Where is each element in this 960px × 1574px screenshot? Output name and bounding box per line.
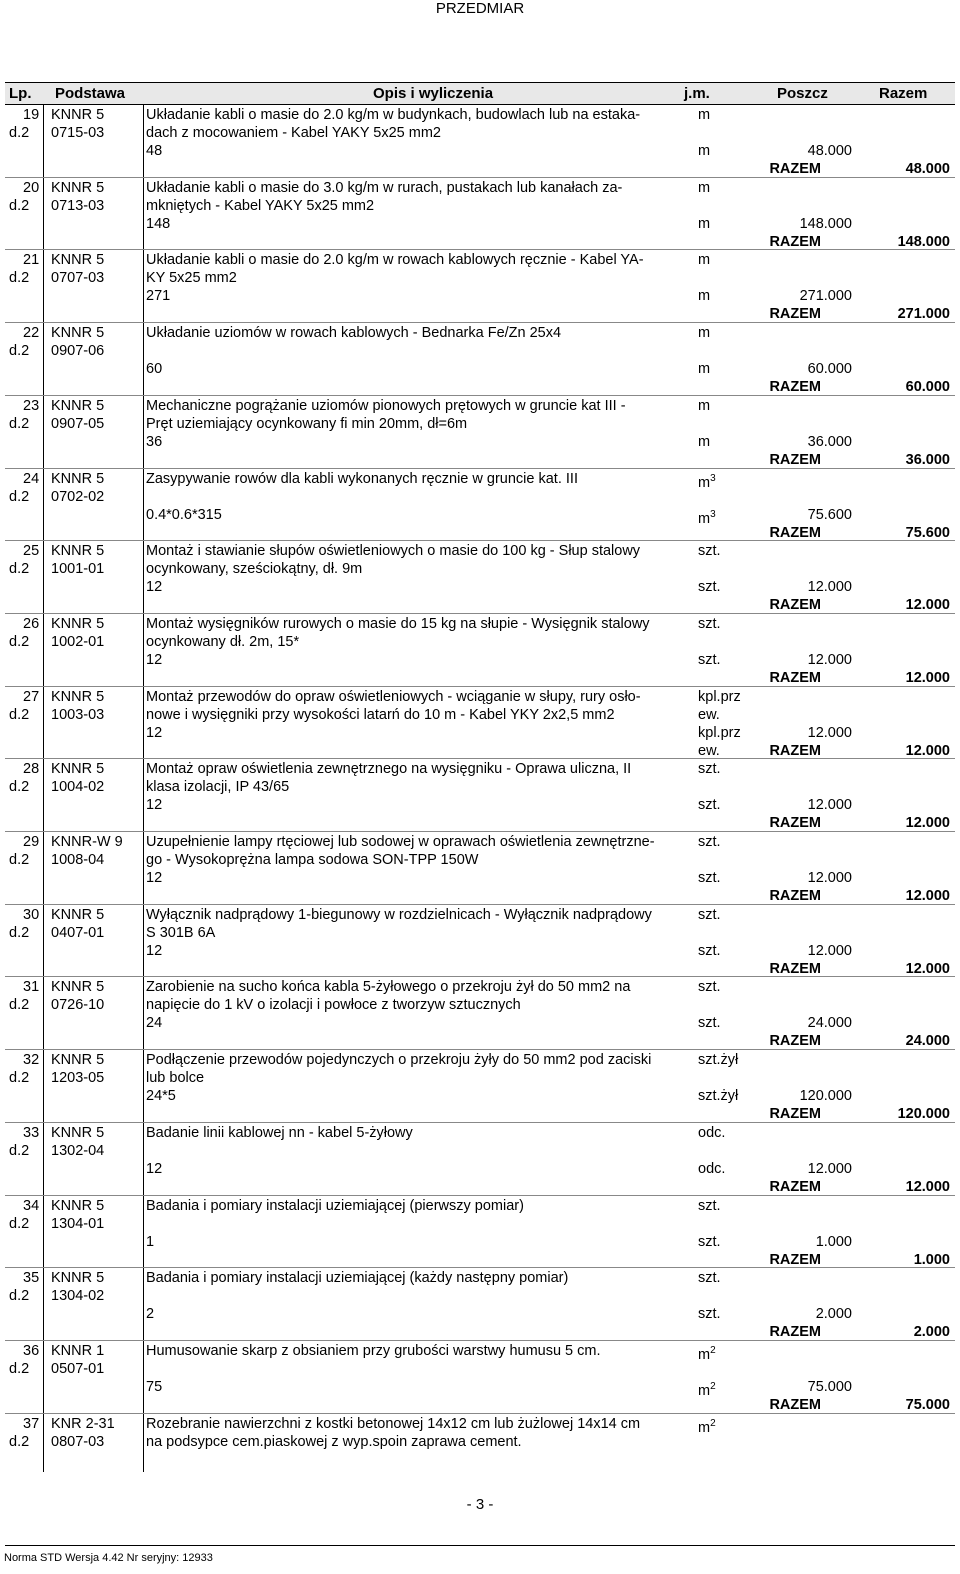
row-partial-value: 271.000 <box>799 288 852 305</box>
row-calculation: 24 <box>146 1015 163 1032</box>
row-number: 34 <box>23 1197 40 1214</box>
row-basis-catalog: KNNR 5 <box>51 107 105 123</box>
header-lp: Lp. <box>9 85 32 102</box>
row-total-label: RAZEM <box>769 1251 821 1268</box>
row-calc-unit: m <box>698 433 711 450</box>
row-description-line1: Wyłącznik nadprądowy 1-biegunowy w rozdzielnicach - Wyłącznik nadprądowy <box>146 906 652 923</box>
row-unit: szt. <box>698 761 721 778</box>
row-partial-value: 75.600 <box>807 506 852 523</box>
row-description-line1: Montaż opraw oświetlenia zewnętrznego na wysięgniku - Oprawa uliczna, II <box>146 761 632 778</box>
table-row <box>5 1342 955 1415</box>
row-number: 31 <box>23 979 40 996</box>
row-description-line2: KY 5x25 mm2 <box>146 270 237 287</box>
row-total-label: RAZEM <box>769 1396 821 1413</box>
row-description-line2: lub bolce <box>146 1070 205 1087</box>
row-calculation: 271 <box>146 288 171 305</box>
row-description-line2: na podsypce cem.piaskowej z wyp.spoin zaprawa cement. <box>146 1433 522 1450</box>
row-separator <box>5 1340 955 1341</box>
row-description-line2: mkniętych - Kabel YAKY 5x25 mm2 <box>146 197 375 214</box>
row-partial-value: 12.000 <box>807 1160 852 1177</box>
row-separator <box>5 976 955 977</box>
row-description-line1: Mechaniczne pogrążanie uziomów pionowych prętowych w gruncie kat III - <box>146 397 626 414</box>
row-total-label: RAZEM <box>769 524 821 541</box>
table-row <box>5 978 955 1051</box>
row-description-line1: Montaż wysięgników rurowych o masie do 15 kg na słupie - Wysięgnik stalowy <box>146 615 650 632</box>
row-basis-section: d.2 <box>9 706 30 723</box>
row-separator <box>5 904 955 905</box>
row-description-line1: Zasypywanie rowów dla kabli wykonanych ręcznie w gruncie kat. III <box>146 470 578 487</box>
row-description-line2: napięcie do 1 kV o izolacji i powłoce z tworzyw sztucznych <box>146 997 521 1014</box>
row-calculation: 12 <box>146 579 163 596</box>
row-basis-code: 1001-01 <box>51 561 105 578</box>
row-unit: szt. <box>698 979 721 996</box>
row-basis-section: d.2 <box>9 1288 30 1305</box>
row-calculation: 148 <box>146 215 171 232</box>
row-description-line1: Badania i pomiary instalacji uziemiającej (pierwszy pomiar) <box>146 1197 524 1214</box>
row-basis-catalog: KNNR 5 <box>51 979 105 996</box>
row-unit: m <box>698 252 711 269</box>
row-separator <box>5 686 955 687</box>
row-total-label: RAZEM <box>769 669 821 686</box>
row-description-line1: Układanie kabli o masie do 3.0 kg/m w rurach, pustakach lub kanałach za- <box>146 179 623 196</box>
row-calculation: 12 <box>146 1160 163 1177</box>
row-description-line1: Podłączenie przewodów pojedynczych o przekroju żyły do 50 mm2 pod zaciski <box>146 1052 652 1069</box>
header-razem: Razem <box>879 85 928 102</box>
row-unit: szt. <box>698 615 721 632</box>
row-basis-section: d.2 <box>9 270 30 287</box>
row-description-line1: Układanie uziomów w rowach kablowych - Bednarka Fe/Zn 25x4 <box>146 325 562 342</box>
row-number: 21 <box>23 252 40 269</box>
row-partial-value: 12.000 <box>807 579 852 596</box>
row-total-value: 12.000 <box>905 669 950 686</box>
row-calculation: 24*5 <box>146 1088 176 1105</box>
row-basis-catalog: KNNR 5 <box>51 397 105 414</box>
row-basis-code: 0715-03 <box>51 125 105 141</box>
row-separator <box>5 468 955 469</box>
row-number: 20 <box>23 179 40 196</box>
row-unit: m <box>698 397 711 414</box>
row-basis-catalog: KNNR 5 <box>51 179 105 196</box>
row-basis-code: 1304-01 <box>51 1215 105 1232</box>
row-basis-code: 0907-05 <box>51 415 105 432</box>
row-number: 35 <box>23 1270 40 1287</box>
row-basis-catalog: KNR 2-31 <box>51 1415 115 1432</box>
row-description-line1: Badanie linii kablowej nn - kabel 5-żyłowy <box>146 1124 413 1141</box>
row-basis-section: d.2 <box>9 997 30 1014</box>
row-calc-unit: szt.żył <box>698 1088 739 1105</box>
table-row <box>5 1124 955 1197</box>
row-calculation: 2 <box>146 1306 155 1323</box>
table-row <box>5 179 955 252</box>
row-basis-catalog: KNNR 5 <box>51 615 105 632</box>
row-total-value: 2.000 <box>913 1324 950 1341</box>
row-description-line2: go - Wysokoprężna lampa sodowa SON-TPP 150W <box>146 852 479 868</box>
row-basis-code: 1004-02 <box>51 779 105 796</box>
row-partial-value: 120.000 <box>799 1088 852 1105</box>
row-separator <box>5 1049 955 1050</box>
row-basis-code: 0726-10 <box>51 997 105 1014</box>
header-opis: Opis i wyliczenia <box>373 85 494 102</box>
row-basis-code: 0907-06 <box>51 343 105 360</box>
document-title: PRZEDMIAR <box>435 0 525 17</box>
row-unit: szt. <box>698 906 721 923</box>
row-total-label: RAZEM <box>769 742 821 759</box>
row-separator <box>5 831 955 832</box>
row-basis-catalog: KNNR 5 <box>51 543 105 560</box>
row-number: 32 <box>23 1052 40 1069</box>
row-calc-unit: szt. <box>698 1233 721 1250</box>
row-total-label: RAZEM <box>769 451 821 468</box>
row-calculation: 12 <box>146 797 163 814</box>
row-calculation: 48 <box>146 143 163 159</box>
row-unit: m <box>698 107 711 123</box>
row-basis-code: 0707-03 <box>51 270 105 287</box>
row-calc-unit: szt. <box>698 870 721 886</box>
row-total-label: RAZEM <box>769 1178 821 1195</box>
row-basis-catalog: KNNR 5 <box>51 470 105 487</box>
row-calc-unit: szt. <box>698 651 721 668</box>
row-separator <box>5 249 955 250</box>
row-partial-value: 24.000 <box>807 1015 852 1032</box>
row-calc-unit: szt. <box>698 942 721 959</box>
row-separator <box>5 177 955 178</box>
row-basis-section: d.2 <box>9 633 30 650</box>
row-separator <box>5 758 955 759</box>
table-row <box>5 760 955 833</box>
row-total-value: 12.000 <box>905 1178 950 1195</box>
row-calculation: 1 <box>146 1233 155 1250</box>
row-total-value: 271.000 <box>897 306 950 323</box>
row-unit: $m^3$ <box>698 472 716 491</box>
table-row <box>5 470 955 543</box>
table-row <box>5 397 955 470</box>
row-partial-value: 48.000 <box>807 143 852 159</box>
table-header <box>5 82 955 105</box>
row-basis-section: d.2 <box>9 488 30 505</box>
row-unit: m <box>698 179 711 196</box>
row-unit: szt. <box>698 1197 721 1214</box>
row-calc-unit: m <box>698 143 711 159</box>
row-unit-line2: ew. <box>698 706 720 723</box>
row-separator <box>5 1413 955 1414</box>
row-basis-section: d.2 <box>9 779 30 796</box>
row-basis-section: d.2 <box>9 561 30 578</box>
row-total-label: RAZEM <box>769 1033 821 1050</box>
row-calculation: 60 <box>146 361 163 378</box>
row-description-line1: Zarobienie na sucho końca kabla 5-żyłowego o przekroju żył do 50 mm2 na <box>146 979 631 996</box>
table-row <box>5 688 955 761</box>
row-description-line1: Montaż przewodów do opraw oświetleniowych - wciąganie w słupy, rury osło- <box>146 688 641 705</box>
row-partial-value: 12.000 <box>807 870 852 886</box>
row-calculation: 12 <box>146 724 163 741</box>
row-calc-unit: szt. <box>698 1306 721 1323</box>
row-basis-catalog: KNNR 5 <box>51 1124 105 1141</box>
row-partial-value: 75.000 <box>807 1378 852 1395</box>
row-total-value: 12.000 <box>905 742 950 759</box>
row-total-value: 48.000 <box>905 161 950 177</box>
header-poszcz: Poszcz <box>777 85 828 102</box>
row-basis-code: 1304-02 <box>51 1288 105 1305</box>
row-basis-catalog: KNNR 5 <box>51 761 105 778</box>
row-number: 37 <box>23 1415 40 1432</box>
row-number: 22 <box>23 325 40 342</box>
row-description-line2: ocynkowany, sześciokątny, dł. 9m <box>146 561 363 578</box>
table-row <box>5 1197 955 1270</box>
row-description-line1: Rozebranie nawierzchni z kostki betonowej 14x12 cm lub żużlowej 14x14 cm <box>146 1415 641 1432</box>
row-basis-section: d.2 <box>9 343 30 360</box>
row-total-label: RAZEM <box>769 888 821 904</box>
row-number: 26 <box>23 615 40 632</box>
row-total-value: 120.000 <box>897 1106 950 1123</box>
table-row <box>5 833 955 906</box>
row-total-label: RAZEM <box>769 1324 821 1341</box>
row-unit: szt. <box>698 543 721 560</box>
row-basis-section: d.2 <box>9 1433 30 1450</box>
row-total-label: RAZEM <box>769 1106 821 1123</box>
row-basis-code: 1302-04 <box>51 1142 105 1159</box>
row-description-line2: klasa izolacji, IP 43/65 <box>146 779 290 796</box>
row-calculation: 12 <box>146 651 163 668</box>
row-calc-unit: $m^2$ <box>698 1380 716 1399</box>
row-basis-code: 1003-03 <box>51 706 105 723</box>
row-basis-section: d.2 <box>9 924 30 941</box>
row-basis-code: 0407-01 <box>51 924 105 941</box>
table-row <box>5 542 955 615</box>
row-calculation: 0.4*0.6*315 <box>146 506 222 523</box>
table-row <box>5 1051 955 1124</box>
row-calc-unit-line2: ew. <box>698 742 720 759</box>
row-number: 25 <box>23 543 40 560</box>
row-unit: $m^2$ <box>698 1417 716 1436</box>
row-separator <box>5 1267 955 1268</box>
row-number: 29 <box>23 834 40 850</box>
row-basis-code: 0702-02 <box>51 488 105 505</box>
row-total-label: RAZEM <box>769 233 821 250</box>
row-number: 36 <box>23 1342 40 1359</box>
row-basis-catalog: KNNR-W 9 <box>51 834 123 850</box>
table-row <box>5 106 955 179</box>
row-calc-unit: m <box>698 288 711 305</box>
row-number: 30 <box>23 906 40 923</box>
row-basis-section: d.2 <box>9 415 30 432</box>
row-basis-code: 0507-01 <box>51 1360 105 1377</box>
row-basis-section: d.2 <box>9 197 30 214</box>
row-calc-unit: szt. <box>698 1015 721 1032</box>
row-total-value: 1.000 <box>913 1251 950 1268</box>
row-number: 27 <box>23 688 40 705</box>
row-separator <box>5 1122 955 1123</box>
table-row <box>5 251 955 324</box>
row-description-line2: nowe i wysięgniki przy wysokości latarń do 10 m - Kabel YKY 2x2,5 mm2 <box>146 706 615 723</box>
row-calc-unit: odc. <box>698 1160 726 1177</box>
row-basis-code: 1002-01 <box>51 633 105 650</box>
row-calc-unit: szt. <box>698 579 721 596</box>
row-basis-catalog: KNNR 5 <box>51 1052 105 1069</box>
row-partial-value: 12.000 <box>807 651 852 668</box>
row-basis-section: d.2 <box>9 125 30 141</box>
row-basis-catalog: KNNR 5 <box>51 906 105 923</box>
row-number: 28 <box>23 761 40 778</box>
row-total-value: 60.000 <box>905 379 950 396</box>
row-unit: szt. <box>698 834 721 850</box>
row-total-label: RAZEM <box>769 379 821 396</box>
row-basis-section: d.2 <box>9 1142 30 1159</box>
footer-software-info: Norma STD Wersja 4.42 Nr seryjny: 12933 <box>4 1552 213 1564</box>
row-calc-unit: szt. <box>698 797 721 814</box>
row-basis-section: d.2 <box>9 1360 30 1377</box>
row-description-line1: Układanie kabli o masie do 2.0 kg/m w budynkach, budowlach lub na estaka- <box>146 107 641 123</box>
row-description-line1: Humusowanie skarp z obsianiem przy grubości warstwy humusu 5 cm. <box>146 1342 601 1359</box>
row-description-line1: Układanie kabli o masie do 2.0 kg/m w rowach kablowych ręcznie - Kabel YA- <box>146 252 644 269</box>
row-total-value: 12.000 <box>905 815 950 832</box>
row-total-value: 12.000 <box>905 960 950 977</box>
row-total-label: RAZEM <box>769 960 821 977</box>
table-row <box>5 615 955 688</box>
row-calc-unit: kpl.prz <box>698 724 741 741</box>
row-total-label: RAZEM <box>769 161 821 177</box>
row-basis-section: d.2 <box>9 1070 30 1087</box>
row-partial-value: 12.000 <box>807 942 852 959</box>
row-number: 24 <box>23 470 40 487</box>
table-row <box>5 324 955 397</box>
table-row <box>5 906 955 979</box>
row-unit: odc. <box>698 1124 726 1141</box>
row-number: 33 <box>23 1124 40 1141</box>
row-total-value: 12.000 <box>905 888 950 904</box>
row-unit: m <box>698 325 711 342</box>
row-calc-unit: $m^3$ <box>698 508 716 527</box>
row-calculation: 12 <box>146 942 163 959</box>
row-total-value: 36.000 <box>905 451 950 468</box>
row-basis-section: d.2 <box>9 1215 30 1232</box>
row-description-line2: ocynkowany dł. 2m, 15* <box>146 633 300 650</box>
row-calculation: 36 <box>146 433 163 450</box>
row-description-line2: Pręt uziemiający ocynkowany fi min 20mm, dł=6m <box>146 415 468 432</box>
row-basis-section: d.2 <box>9 852 30 868</box>
row-total-value: 75.600 <box>905 524 950 541</box>
row-unit: kpl.prz <box>698 688 741 705</box>
row-separator <box>5 613 955 614</box>
table-row <box>5 1415 955 1488</box>
row-unit: szt.żył <box>698 1052 739 1069</box>
row-number: 23 <box>23 397 40 414</box>
header-jm: j.m. <box>684 85 710 102</box>
row-basis-catalog: KNNR 5 <box>51 688 105 705</box>
row-basis-catalog: KNNR 5 <box>51 1197 105 1214</box>
row-partial-value: 12.000 <box>807 797 852 814</box>
row-calc-unit: m <box>698 361 711 378</box>
row-basis-catalog: KNNR 5 <box>51 325 105 342</box>
row-total-label: RAZEM <box>769 306 821 323</box>
row-partial-value: 12.000 <box>807 724 852 741</box>
row-basis-code: 1008-04 <box>51 852 105 868</box>
row-description-line1: Uzupełnienie lampy rtęciowej lub sodowej w oprawach oświetlenia zewnętrzne- <box>146 834 655 850</box>
header-podstawa: Podstawa <box>55 85 126 102</box>
row-basis-catalog: KNNR 1 <box>51 1342 105 1359</box>
row-total-label: RAZEM <box>769 597 821 614</box>
row-partial-value: 60.000 <box>807 361 852 378</box>
row-partial-value: 148.000 <box>799 215 852 232</box>
row-separator <box>5 1195 955 1196</box>
row-unit: szt. <box>698 1270 721 1287</box>
row-partial-value: 1.000 <box>815 1233 852 1250</box>
row-description-line1: Montaż i stawianie słupów oświetleniowych o masie do 100 kg - Słup stalowy <box>146 543 641 560</box>
row-calc-unit: m <box>698 215 711 232</box>
row-basis-catalog: KNNR 5 <box>51 252 105 269</box>
row-total-label: RAZEM <box>769 815 821 832</box>
row-basis-code: 1203-05 <box>51 1070 105 1087</box>
row-total-value: 12.000 <box>905 597 950 614</box>
row-separator <box>5 322 955 323</box>
row-total-value: 148.000 <box>897 233 950 250</box>
footer-divider <box>5 1545 955 1546</box>
row-description-line2: S 301B 6A <box>146 924 216 941</box>
row-separator <box>5 540 955 541</box>
row-separator <box>5 395 955 396</box>
row-calculation: 75 <box>146 1378 163 1395</box>
row-unit: $m^2$ <box>698 1344 716 1363</box>
row-partial-value: 2.000 <box>815 1306 852 1323</box>
row-total-value: 24.000 <box>905 1033 950 1050</box>
table-row <box>5 1269 955 1342</box>
row-number: 19 <box>23 107 40 123</box>
row-basis-code: 0807-03 <box>51 1433 105 1450</box>
row-description-line2: dach z mocowaniem - Kabel YAKY 5x25 mm2 <box>146 125 441 141</box>
row-calculation: 12 <box>146 870 163 886</box>
row-description-line1: Badania i pomiary instalacji uziemiającej (każdy następny pomiar) <box>146 1270 569 1287</box>
row-basis-code: 0713-03 <box>51 197 105 214</box>
page-number: - 3 - <box>466 1496 494 1513</box>
row-basis-catalog: KNNR 5 <box>51 1270 105 1287</box>
row-partial-value: 36.000 <box>807 433 852 450</box>
row-total-value: 75.000 <box>905 1396 950 1413</box>
